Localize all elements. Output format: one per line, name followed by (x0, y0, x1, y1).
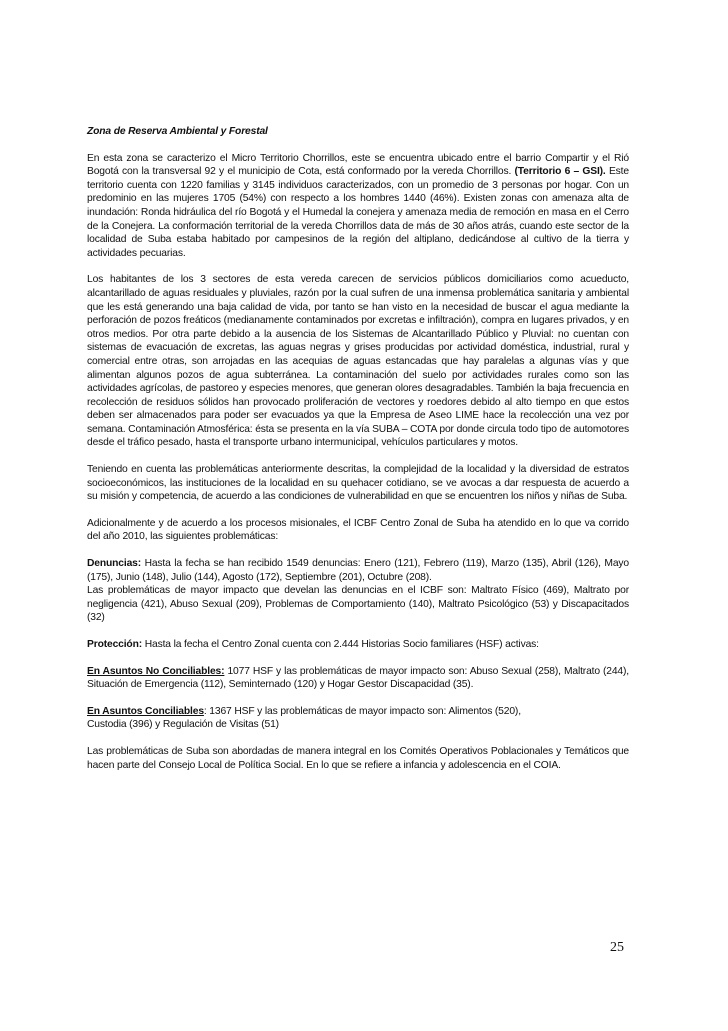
denuncias-label: Denuncias: (87, 558, 142, 570)
paragraph-services: Los habitantes de los 3 sectores de esta vereda carecen de servicios públicos domiciliarios como acueducto, alcantarillado de aguas residuales y pluviales, razón por la cual sufren de una inmensa problemática sanitaria y ambiental que les está generando una baja calidad de vida, por tanto se han visto en la necesidad de buscar el agua mediante la perforación de pozos freáticos (medianamente contaminados por excretas e infiltración), compra en lugares privados, y en otros medios. Por otra parte debido a la ausencia de los Sistemas de Alcantarillado Público y Pluvial: no cuentan con sistemas de evacuación de excretas, las aguas negras y grises producidas por actividad doméstica, industrial, rural y comercial entre otras, son arrojadas en las acequias de aguas estancadas que hay paralelas a algunas vías y que alimentan algunos pozos de agua subterránea. La contaminación del suelo por actividades rurales como son las actividades agrícolas, de pastoreo y especies menores, que generan olores desagradables. También la baja frecuencia en recolección de residuos sólidos han provocado proliferación de vectores y roedores debido al alto tiempo en que estos deben ser almacenados para poder ser evacuados ya que la Empresa de Aseo LIME hace la recolección una vez por semana. Contaminación Atmosférica: ésta se presenta en la vía SUBA – COTA por donde circula todo tipo de automotores desde el tráfico pesado, hasta el transporte urbano intermunicipal, vehículos particulares y motos. (87, 274, 629, 449)
paragraph-institutions: Teniendo en cuenta las problemáticas anteriormente descritas, la complejidad de la localidad y la diversidad de estratos socioeconómicos, las instituciones de la localidad en su quehacer cotidiano, se ve avocas a dar respuesta de acuerdo a su misión y competencia, de acuerdo a las condiciones de vulnerabilidad en que se encuentren los niños y niñas de Suba. (87, 464, 629, 503)
conciliables-text-2: Custodia (396) y Regulación de Visitas (51) (87, 719, 279, 731)
paragraph-text: En esta zona se caracterizo el Micro Territorio Chorrillos, este se encuentra ubicado entre el barrio Compartir y el Rió Bogotá con la transversal 92 y el municipio de Cota, está conformado por la vereda Chorrillos. (87, 152, 629, 178)
denuncias-impact-text: Las problemáticas de mayor impacto que develan las denuncias en el ICBF son: Maltrato Físico (469), Maltrato por negligencia (421), Abuso Sexual (209), Problemas de Comportamiento (140), Maltrato Psicológico (53) y Discapacitados (32) (87, 585, 629, 624)
no-conciliables-label: En Asuntos No Conciliables: (87, 665, 225, 677)
denuncias-text: Hasta la fecha se han recibido 1549 denuncias: Enero (121), Febrero (119), Marzo (135), Abril (126), Mayo (175), Junio (148), Julio (144), Agosto (172), Septiembre (201), Octubre (208). (87, 558, 629, 583)
paragraph-chorrillos (87, 152, 629, 261)
paragraph-denuncias (87, 557, 629, 625)
section-heading: Zona de Reserva Ambiental y Forestal (87, 126, 268, 137)
paragraph-no-conciliables (87, 665, 629, 692)
conciliables-text: : 1367 HSF y las problemáticas de mayor impacto son: Alimentos (520), (203, 705, 521, 717)
no-conciliables-text: 1077 HSF y las problemáticas de mayor impacto son: Abuso Sexual (258), Maltrato (244), Situación de Emergencia (112), Seminternado (120) y Hogar Gestor Discapacidad (35). (87, 665, 630, 691)
paragraph-text: Este territorio cuenta con 1220 familias y 3145 individuos caracterizados, con un promedio de 3 personas por hogar. Con un predominio en las mujeres 1705 (54%) con respecto a los hombres 1440 (46%). Existen zonas con amenaza alta de inundación: Ronda hidráulica del río Bogotá y el Humedal la conejera y amenaza media de remoción en masa en el Cerro de la Conejera. La conformación territorial de la vereda Chorrillos data de más de 30 años atrás, cuando este sector de la localidad de Suba estaba habitado por campesinos de la región del altiplano, dedicándose al cultivo de la tierra y actividades pecuarias. (87, 166, 629, 259)
paragraph-proteccion (87, 638, 629, 652)
conciliables-label: En Asuntos Conciliables (87, 705, 204, 717)
page-number: 25 (610, 940, 624, 955)
paragraph-icbf: Adicionalmente y de acuerdo a los procesos misionales, el ICBF Centro Zonal de Suba ha atendido en lo que va corrido del año 2010, las siguientes problemáticas: (87, 517, 629, 543)
territory-label: (Territorio 6 – GSI). (514, 166, 606, 178)
paragraph-conciliables (87, 705, 629, 732)
paragraph-final: Las problemáticas de Suba son abordadas de manera integral en los Comités Operativos Poblacionales y Temáticos que hacen parte del Consejo Local de Política Social. En lo que se refiere a infancia y adolescencia en el COIA. (87, 745, 629, 771)
proteccion-label: Protección: (87, 639, 142, 650)
proteccion-text: Hasta la fecha el Centro Zonal cuenta con 2.444 Historias Socio familiares (HSF) activas: (144, 639, 539, 650)
document-body (87, 125, 629, 785)
